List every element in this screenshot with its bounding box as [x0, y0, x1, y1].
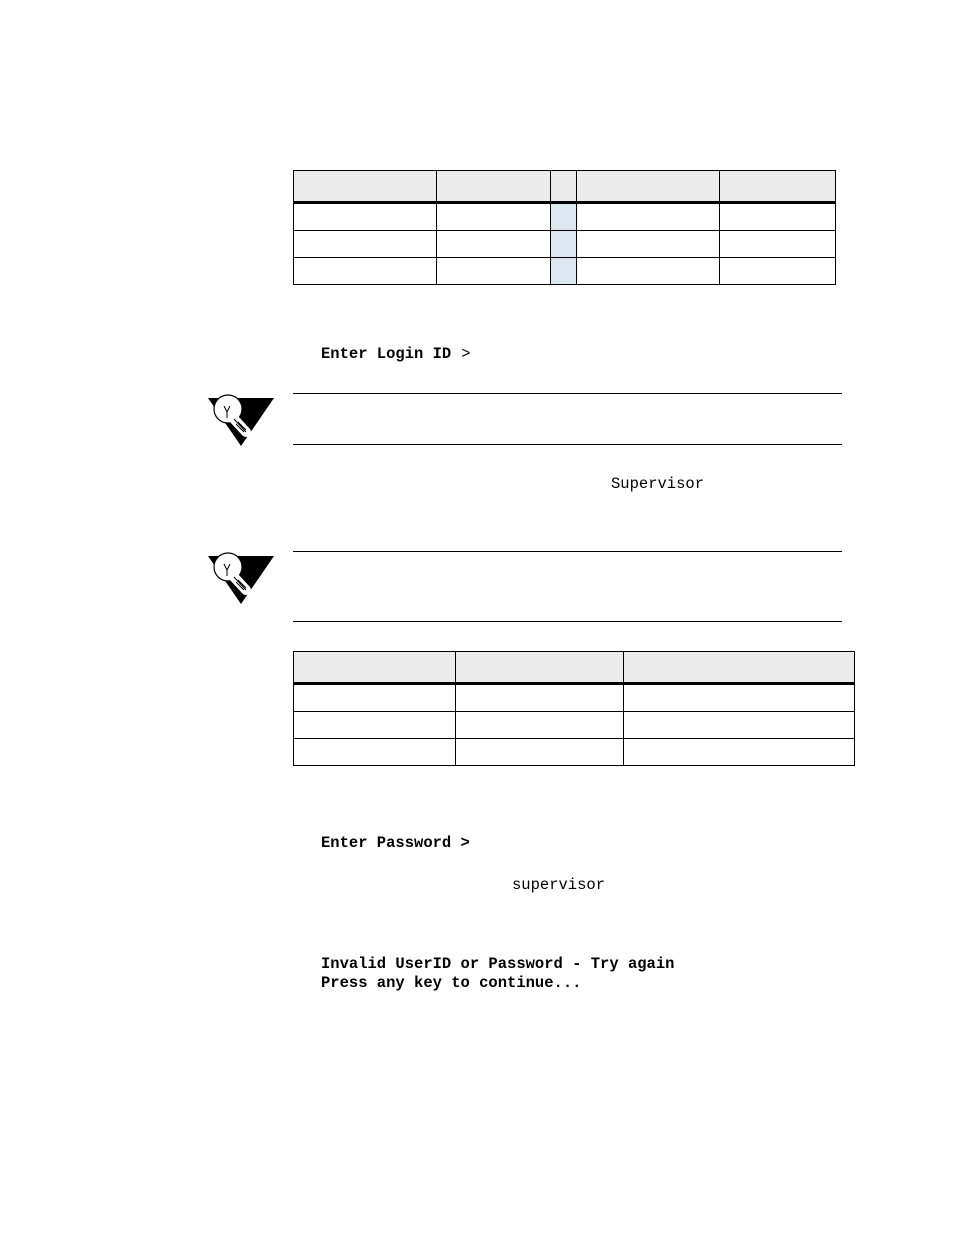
lightbulb-note-icon [206, 392, 276, 448]
table-row [294, 258, 836, 285]
table-header-row [294, 171, 836, 203]
table-cell [294, 203, 437, 231]
table-cell [577, 231, 720, 258]
table-cell [456, 712, 624, 739]
login-prompt-caret: > [461, 345, 471, 363]
table-cell [437, 258, 551, 285]
table-cell [720, 258, 836, 285]
table-header-cell [624, 652, 855, 684]
table-row [294, 231, 836, 258]
supervisor-password-value: supervisor [512, 876, 606, 894]
login-prompt [321, 345, 471, 363]
table-cell [294, 231, 437, 258]
table-cell [720, 231, 836, 258]
note2-top-rule [293, 551, 842, 552]
table-bottom [293, 651, 855, 766]
table-cell [624, 684, 855, 712]
continue-message: Press any key to continue... [321, 974, 582, 992]
table-cell [624, 712, 855, 739]
table-cell [294, 684, 456, 712]
table-header-cell [294, 652, 456, 684]
table-cell [294, 739, 456, 766]
login-prompt-label: Enter Login ID [321, 345, 452, 363]
table-cell [437, 203, 551, 231]
table-header-cell [720, 171, 836, 203]
table-header-row [294, 652, 855, 684]
note1-top-rule [293, 393, 842, 394]
supervisor-value: Supervisor [611, 475, 705, 493]
table-header-cell [551, 171, 577, 203]
lightbulb-note-icon [206, 550, 276, 606]
table-header-cell [577, 171, 720, 203]
table-header-cell [456, 652, 624, 684]
table-cell [456, 684, 624, 712]
error-message: Invalid UserID or Password - Try again [321, 955, 675, 973]
table-cell [551, 258, 577, 285]
table-top [293, 170, 836, 285]
table-cell [437, 231, 551, 258]
table-cell [294, 258, 437, 285]
table-header-cell [437, 171, 551, 203]
note2-bottom-rule [293, 621, 842, 622]
table-cell [577, 258, 720, 285]
table-cell [624, 739, 855, 766]
table-cell [294, 712, 456, 739]
table-row [294, 684, 855, 712]
note1-bottom-rule [293, 444, 842, 445]
table-cell [456, 739, 624, 766]
password-prompt: Enter Password > [321, 834, 470, 852]
table-cell [720, 203, 836, 231]
table-row [294, 712, 855, 739]
table-row [294, 203, 836, 231]
table-row [294, 739, 855, 766]
table-cell [551, 203, 577, 231]
table-cell [577, 203, 720, 231]
table-cell [551, 231, 577, 258]
table-header-cell [294, 171, 437, 203]
